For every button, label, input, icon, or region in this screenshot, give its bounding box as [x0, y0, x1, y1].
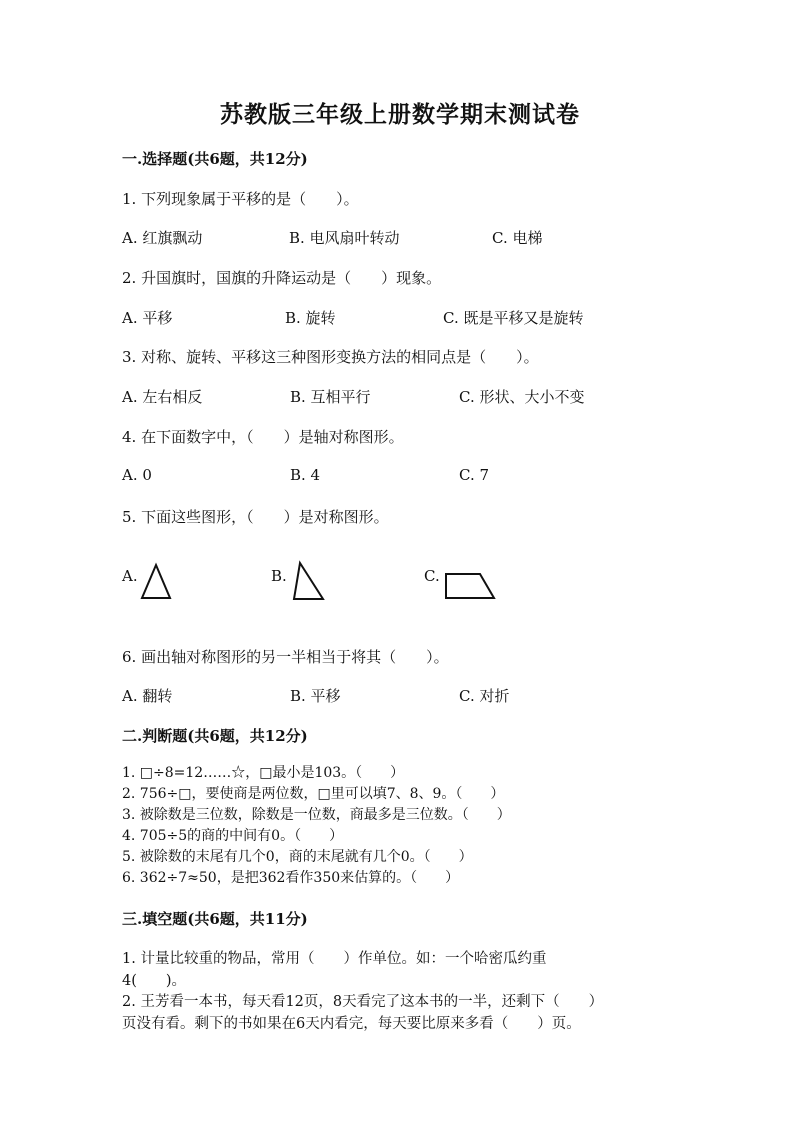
fill-line-2: 4( )。 [122, 973, 187, 989]
q4-option-b: B. 4 [290, 466, 321, 484]
q5-option-c: C. [424, 567, 440, 585]
judge-item-5: 5. 被除数的末尾有几个0，商的末尾就有几个0。（ ） [122, 849, 473, 865]
section-heading-judge: 二.判断题(共6题，共12分) [122, 727, 308, 745]
question-1: 1. 下列现象属于平移的是（ ）。 [122, 190, 359, 208]
q5-option-a: A. [122, 567, 138, 585]
question-3: 3. 对称、旋转、平移这三种图形变换方法的相同点是（ ）。 [122, 348, 539, 366]
q6-option-c: C. 对折 [459, 687, 510, 705]
isosceles-triangle-figure [140, 563, 174, 603]
q6-option-a: A. 翻转 [122, 687, 173, 705]
section-heading-fill: 三.填空题(共6题，共11分) [122, 910, 308, 928]
question-4: 4. 在下面数字中，（ ）是轴对称图形。 [122, 428, 404, 446]
q2-option-a: A. 平移 [122, 309, 173, 327]
q2-option-c: C. 既是平移又是旋转 [443, 309, 584, 327]
page-title: 苏教版三年级上册数学期末测试卷 [220, 101, 580, 128]
judge-item-1: 1. □÷8=12……☆，□最小是103。（ ） [122, 765, 405, 781]
question-2: 2. 升国旗时，国旗的升降运动是（ ）现象。 [122, 269, 442, 287]
judge-item-3: 3. 被除数是三位数，除数是一位数，商最多是三位数。（ ） [122, 807, 511, 823]
judge-item-2: 2. 756÷□，要使商是两位数，□里可以填7、8、9。（ ） [122, 786, 505, 802]
q3-option-a: A. 左右相反 [122, 388, 203, 406]
fill-line-4: 页没有看。剩下的书如果在6天内看完，每天要比原来多看（ ）页。 [122, 1016, 581, 1032]
q6-option-b: B. 平移 [290, 687, 341, 705]
fill-line-3: 2. 王芳看一本书，每天看12页，8天看完了这本书的一半，还剩下（ ） [122, 994, 604, 1010]
question-6: 6. 画出轴对称图形的另一半相当于将其（ ）。 [122, 648, 449, 666]
q3-option-c: C. 形状、大小不变 [459, 388, 585, 406]
q1-option-c: C. 电梯 [492, 229, 543, 247]
right-trapezoid-figure [442, 571, 500, 603]
q5-option-b: B. [271, 567, 287, 585]
scalene-triangle-figure [290, 561, 330, 603]
judge-item-6: 6. 362÷7≈50，是把362看作350来估算的。（ ） [122, 870, 460, 886]
q2-option-b: B. 旋转 [285, 309, 336, 327]
q1-option-b: B. 电风扇叶转动 [289, 229, 400, 247]
q4-option-a: A. 0 [122, 466, 152, 484]
judge-item-4: 4. 705÷5的商的中间有0。（ ） [122, 828, 344, 844]
q3-option-b: B. 互相平行 [290, 388, 371, 406]
fill-line-1: 1. 计量比较重的物品，常用（ ）作单位。如：一个哈密瓜约重 [122, 951, 547, 967]
section-heading-choice: 一.选择题(共6题，共12分) [122, 150, 308, 168]
q1-option-a: A. 红旗飘动 [122, 229, 203, 247]
question-5: 5. 下面这些图形，（ ）是对称图形。 [122, 508, 389, 526]
q4-option-c: C. 7 [459, 466, 490, 484]
